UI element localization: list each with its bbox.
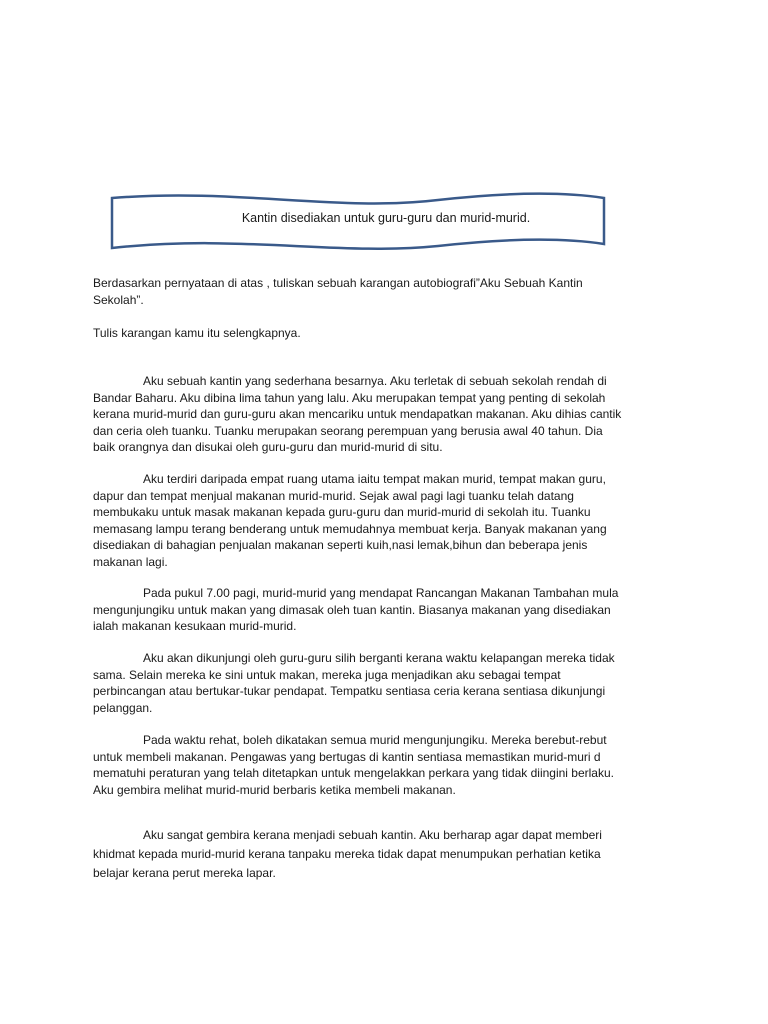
- statement-banner: [108, 186, 608, 258]
- paragraph-line: dapur dan tempat menjual makanan murid-murid. Sejak awal pagi lagi tuanku telah datang: [93, 488, 574, 503]
- instruction-line: Berdasarkan pernyataan di atas , tuliskan sebuah karangan autobiografi”Aku Sebuah Kantin: [93, 276, 583, 290]
- paragraph-line: disediakan di bahagian penjualan makanan seperti kuih,nasi lemak,bihun dan beberapa jenis: [93, 538, 588, 552]
- task-line-block: [93, 325, 683, 342]
- essay-paragraph-5: [93, 732, 683, 798]
- paragraph-line: Bandar Baharu. Aku dibina lima tahun yang lalu. Aku merupakan tempat yang penting di sekolah: [93, 390, 606, 405]
- essay-paragraph-2: [93, 471, 683, 570]
- instruction-line: Sekolah”.: [93, 292, 144, 307]
- paragraph-line: Pada waktu rehat, boleh dikatakan semua murid mengunjungiku. Mereka berebut-rebut: [143, 733, 607, 747]
- essay-paragraph-4: [93, 650, 683, 716]
- paragraph-line: dan ceria oleh tuanku. Tuanku merupakan seorang perempuan yang berusia awal 40 tahun. Dia: [93, 423, 603, 438]
- paragraph-line: mengunjungiku untuk makan yang dimasak oleh tuan kantin. Biasanya makanan yang disediakan: [93, 602, 611, 617]
- paragraph-line: khidmat kepada murid-murid kerana tanpaku mereka tidak dapat menumpukan perhatian ketika: [93, 847, 601, 861]
- banner-statement-text: Kantin disediakan untuk guru-guru dan murid-murid.: [241, 211, 531, 225]
- paragraph-line: perbincangan atau bertukar-tukar pendapat. Tempatku sentiasa ceria kerana sentiasa dikunjungi: [93, 684, 606, 698]
- essay-paragraph-3: [93, 585, 683, 635]
- paragraph-line: makanan lagi.: [93, 554, 168, 569]
- paragraph-line: kerana murid-murid dan guru-guru akan mencariku untuk mendapatkan makanan. Aku dihias cantik: [93, 407, 622, 421]
- paragraph-line: baik orangnya dan disukai oleh guru-guru dan murid-murid di situ.: [93, 440, 443, 454]
- paragraph-line: Aku gembira melihat murid-murid berbaris ketika membeli makanan.: [93, 782, 456, 797]
- instruction-paragraph: [93, 275, 683, 308]
- paragraph-line: Aku sebuah kantin yang sederhana besarnya. Aku terletak di sebuah sekolah rendah di: [143, 374, 607, 388]
- paragraph-line: membukaku untuk masak makanan kepada guru-guru dan murid-murid di sekolah itu. Tuanku: [93, 505, 591, 519]
- paragraph-line: ialah makanan kesukaan murid-murid.: [93, 619, 297, 633]
- paragraph-line: Aku akan dikunjungi oleh guru-guru silih berganti kerana waktu kelapangan mereka tidak: [143, 651, 615, 665]
- paragraph-line: belajar kerana perut mereka lapar.: [93, 866, 276, 880]
- paragraph-line: Aku terdiri daripada empat ruang utama iaitu tempat makan murid, tempat makan guru,: [143, 472, 606, 486]
- paragraph-line: untuk membeli makanan. Pengawas yang bertugas di kantin sentiasa memastikan murid-muri d: [93, 749, 601, 764]
- paragraph-line: Pada pukul 7.00 pagi, murid-murid yang mendapat Rancangan Makanan Tambahan mula: [143, 586, 619, 600]
- paragraph-line: mematuhi peraturan yang telah ditetapkan untuk mengelakkan perkara yang tidak diingini berlaku.: [93, 766, 614, 780]
- paragraph-line: pelanggan.: [93, 700, 153, 715]
- paragraph-line: Aku sangat gembira kerana menjadi sebuah kantin. Aku berharap agar dapat memberi: [143, 828, 602, 842]
- paragraph-line: memasang lampu terang benderang untuk memudahnya membuat kerja. Banyak makanan yang: [93, 521, 607, 536]
- essay-paragraph-1: [93, 373, 683, 456]
- essay-paragraph-6: [93, 826, 683, 883]
- task-line: Tulis karangan kamu itu selengkapnya.: [93, 326, 301, 340]
- paragraph-line: sama. Selain mereka ke sini untuk makan, mereka juga menjadikan aku sebagai tempat: [93, 667, 561, 682]
